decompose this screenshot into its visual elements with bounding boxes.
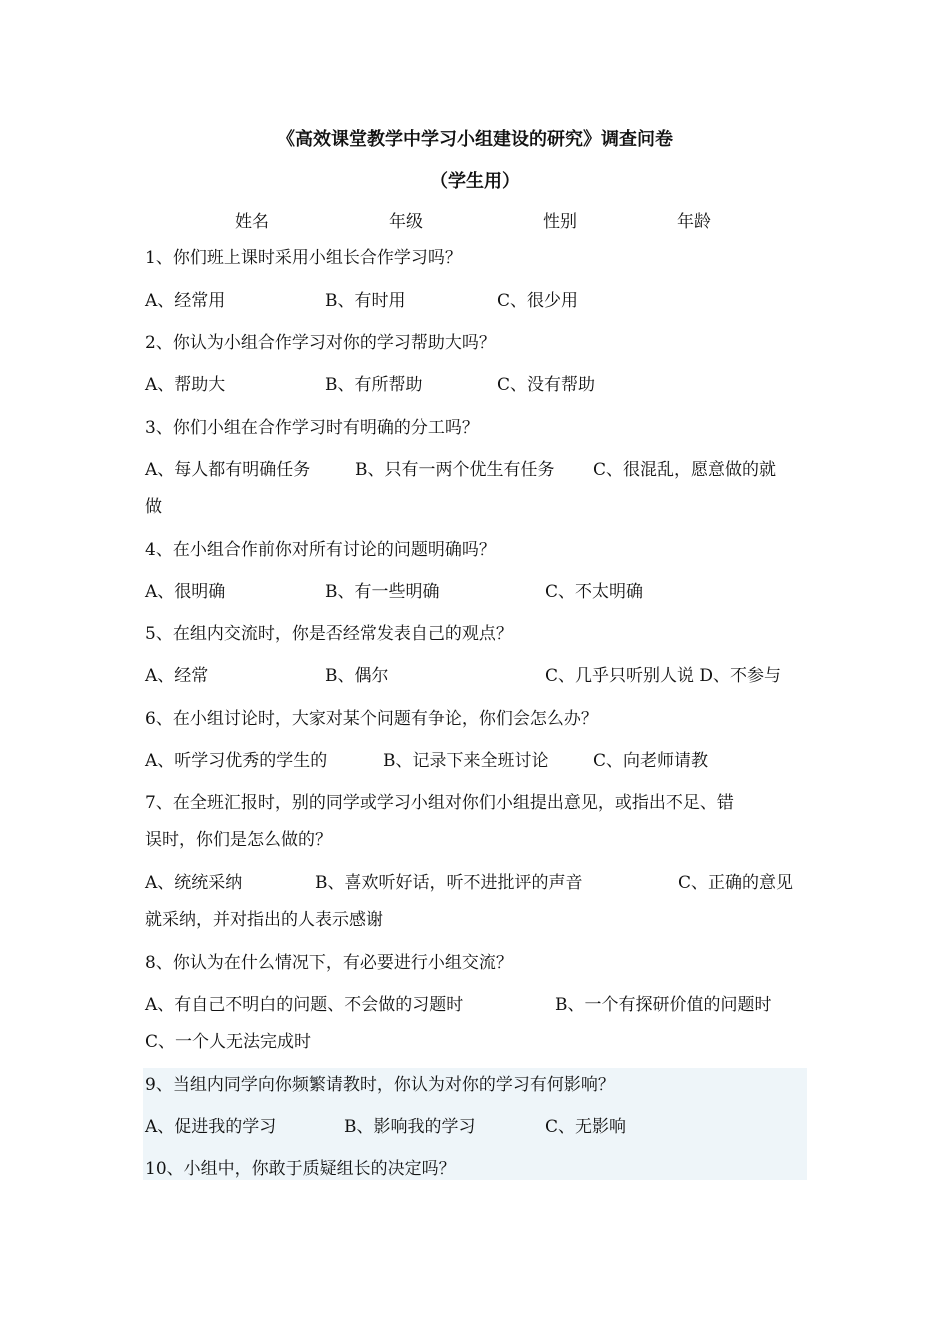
option: A、促进我的学习: [145, 1117, 277, 1137]
option-continuation: 就采纳，并对指出的人表示感谢: [145, 910, 383, 930]
option: B、有一些明确: [325, 582, 440, 602]
question-text: 6、在小组讨论时，大家对某个问题有争论，你们会怎么办？: [145, 709, 598, 729]
option: C、不太明确: [545, 582, 644, 602]
field-name-label: 姓名: [235, 212, 269, 232]
question-text: 3、你们小组在合作学习时有明确的分工吗？: [145, 418, 479, 438]
option: C、向老师请教: [593, 751, 709, 771]
field-gender-label: 性别: [543, 212, 577, 232]
question-text: 4、在小组合作前你对所有讨论的问题明确吗？: [145, 540, 496, 560]
option: C、很混乱，愿意做的就: [593, 460, 777, 480]
option-continuation: 做: [145, 497, 162, 517]
option: C、无影响: [545, 1117, 627, 1137]
option: B、喜欢听好话，听不进批评的声音: [315, 873, 583, 893]
option: A、帮助大: [145, 375, 226, 395]
option: B、有时用: [325, 291, 406, 311]
option-continuation: C、一个人无法完成时: [145, 1032, 312, 1052]
option: B、只有一两个优生有任务: [355, 460, 555, 480]
option: B、记录下来全班讨论: [383, 751, 549, 771]
option: A、听学习优秀的学生的: [145, 751, 328, 771]
option: A、统统采纳: [145, 873, 243, 893]
question-text: 2、你认为小组合作学习对你的学习帮助大吗？: [145, 333, 496, 353]
option: A、每人都有明确任务: [145, 460, 311, 480]
option: B、一个有探研价值的问题时: [555, 995, 772, 1015]
question-text: 5、在组内交流时，你是否经常发表自己的观点？: [145, 624, 513, 644]
field-grade-label: 年级: [389, 212, 423, 232]
question-text: 7、在全班汇报时，别的同学或学习小组对你们小组提出意见，或指出不足、错: [145, 793, 734, 813]
option: A、很明确: [145, 582, 226, 602]
option: C、正确的意见: [678, 873, 794, 893]
option: C、几乎只听别人说 D、不参与: [545, 666, 782, 686]
question-text: 9、当组内同学向你频繁请教时，你认为对你的学习有何影响？: [145, 1075, 615, 1095]
option: C、没有帮助: [497, 375, 596, 395]
question-text: 8、你认为在什么情况下，有必要进行小组交流？: [145, 953, 513, 973]
option: B、有所帮助: [325, 375, 423, 395]
field-age-label: 年龄: [677, 212, 711, 232]
question-text: 1、你们班上课时采用小组长合作学习吗？: [145, 248, 462, 268]
option: B、偶尔: [325, 666, 389, 686]
option: A、有自己不明白的问题、不会做的习题时: [145, 995, 464, 1015]
option: A、经常: [145, 666, 209, 686]
document-title: 《高效课堂教学中学习小组建设的研究》调查问卷: [277, 129, 673, 150]
question-text-continuation: 误时，你们是怎么做的？: [145, 830, 332, 850]
option: C、很少用: [497, 291, 579, 311]
option: B、影响我的学习: [344, 1117, 476, 1137]
question-text: 10、小组中，你敢于质疑组长的决定吗？: [145, 1159, 456, 1179]
option: A、经常用: [145, 291, 226, 311]
document-subtitle: （学生用）: [430, 171, 520, 192]
